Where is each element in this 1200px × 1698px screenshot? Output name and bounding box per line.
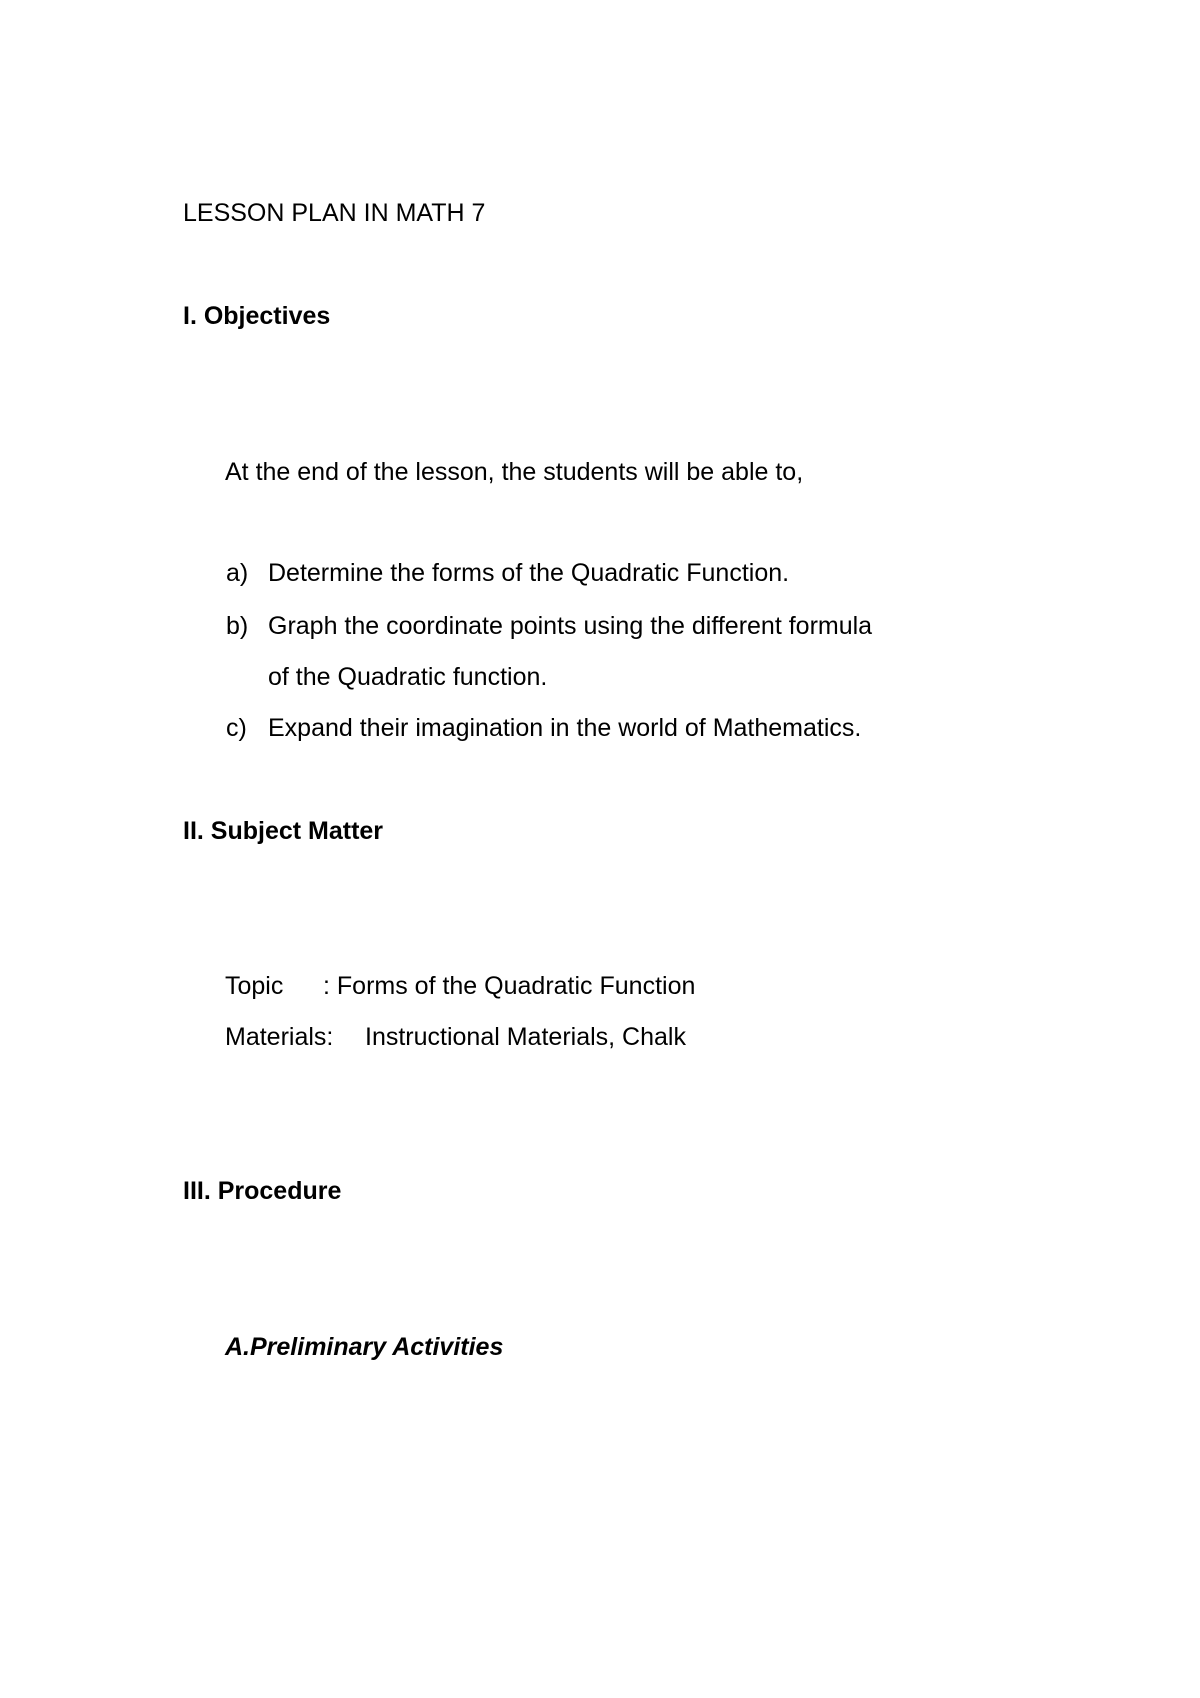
topic-row — [225, 970, 695, 1002]
objective-a-text: Determine the forms of the Quadratic Function. — [268, 559, 790, 587]
objective-c-text: Expand their imagination in the world of Mathematics. — [268, 714, 862, 742]
materials-row — [225, 1021, 686, 1053]
objectives-intro: At the end of the lesson, the students will be able to, — [225, 458, 804, 486]
objective-a-marker: a) — [226, 559, 249, 587]
objective-c-marker: c) — [226, 714, 247, 742]
objectives-heading: I. Objectives — [183, 302, 331, 330]
preliminary-activities-subheading: A.Preliminary Activities — [225, 1333, 504, 1361]
materials-value: Instructional Materials, Chalk — [365, 1023, 686, 1051]
objective-b-continuation: of the Quadratic function. — [268, 663, 548, 691]
topic-label: Topic — [225, 972, 284, 1000]
materials-label: Materials: — [225, 1023, 334, 1051]
objective-b-text: Graph the coordinate points using the different formula — [268, 612, 873, 640]
objective-b-marker: b) — [226, 612, 249, 640]
procedure-heading: III. Procedure — [183, 1177, 342, 1205]
topic-value: : Forms of the Quadratic Function — [323, 972, 696, 1000]
document-title: LESSON PLAN IN MATH 7 — [183, 199, 486, 227]
subject-matter-heading: II. Subject Matter — [183, 817, 384, 845]
